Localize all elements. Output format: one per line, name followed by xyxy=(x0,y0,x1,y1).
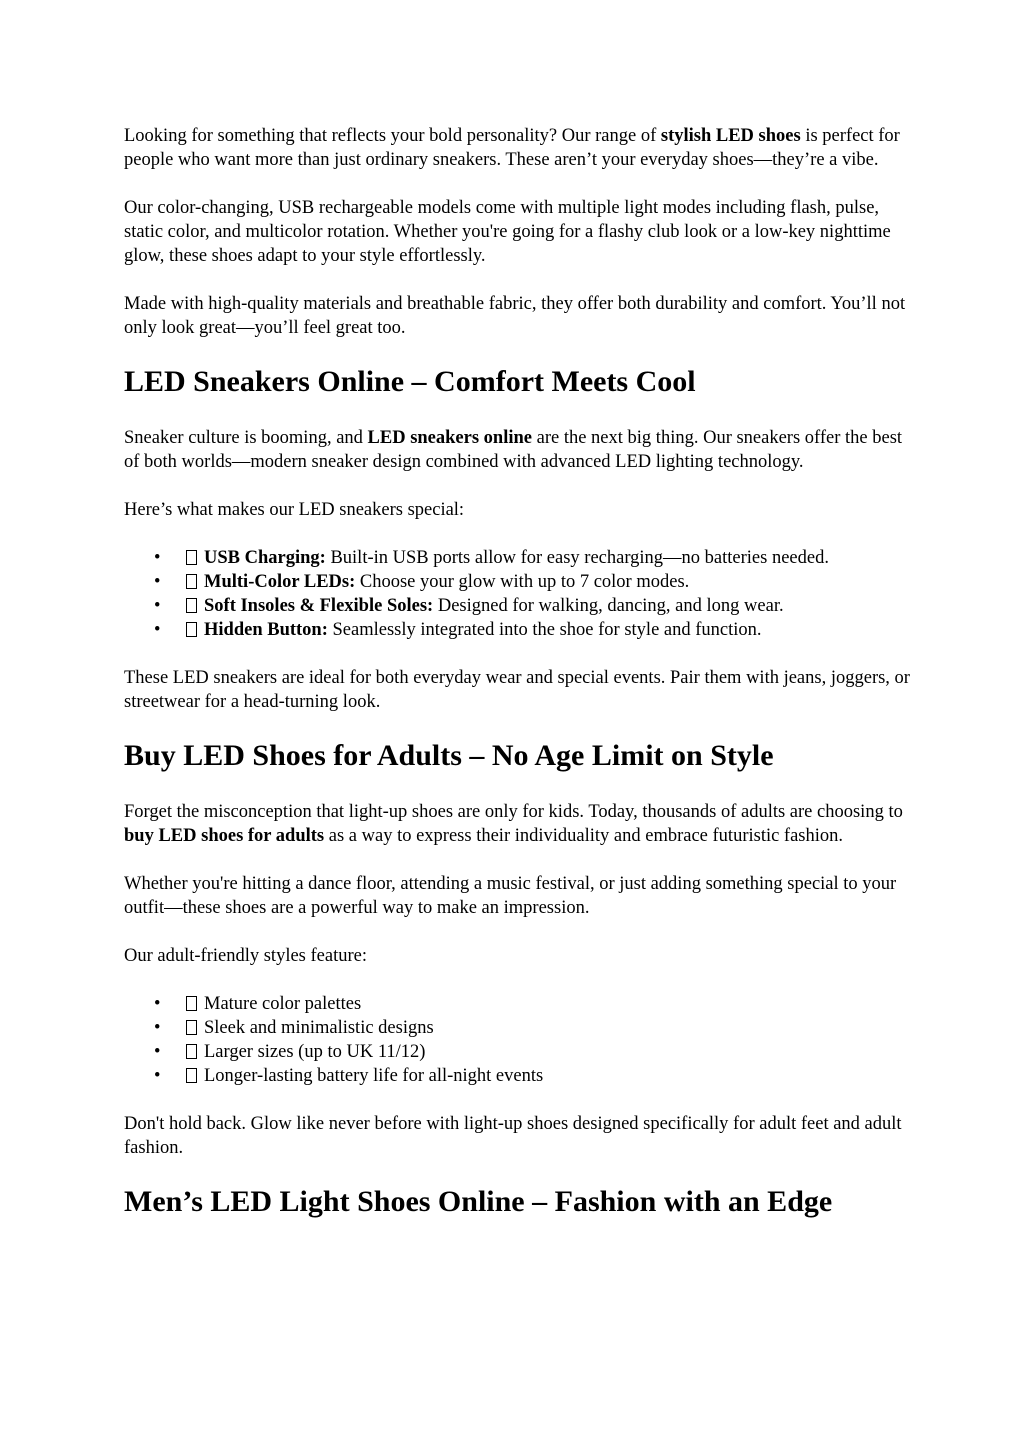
section1-p1-text-start: Sneaker culture is booming, and xyxy=(124,428,368,448)
feature-title: USB Charging: xyxy=(204,548,326,568)
missing-glyph-icon xyxy=(186,996,197,1011)
feature-text: Larger sizes (up to UK 11/12) xyxy=(204,1042,426,1062)
section2-feature-list xyxy=(124,992,914,1088)
missing-glyph-icon xyxy=(186,574,197,589)
section2-p1-text-start: Forget the misconception that light-up shoes are only for kids. Today, thousands of adults are choosing to xyxy=(124,802,903,822)
section1-paragraph-2: Here’s what makes our LED sneakers special: xyxy=(124,500,465,520)
feature-text: Longer-lasting battery life for all-night events xyxy=(204,1066,544,1086)
missing-glyph-icon xyxy=(186,550,197,565)
bullet-icon: • xyxy=(154,994,161,1014)
list-item xyxy=(124,1064,914,1088)
section2-paragraph-1 xyxy=(124,800,914,848)
bullet-icon: • xyxy=(154,1018,161,1038)
list-item xyxy=(124,1040,914,1064)
section2-p1-text-end: as a way to express their individuality and embrace futuristic fashion. xyxy=(324,826,844,846)
section2-paragraph-2: Whether you're hitting a dance floor, attending a music festival, or just adding something special to your outfit—these shoes are a powerful way to make an impression. xyxy=(124,874,897,918)
section1-paragraph-1 xyxy=(124,426,914,474)
intro-p1-bold-keyword: stylish LED shoes xyxy=(660,126,801,146)
section2-paragraph-4: Don't hold back. Glow like never before with light-up shoes designed specifically for adult feet and adult fashion. xyxy=(124,1114,902,1158)
feature-description: Seamlessly integrated into the shoe for style and function. xyxy=(327,620,762,640)
intro-p1-text-end: is perfect for people who want more than just ordinary sneakers. These aren’t your everyday shoes—they’re a vibe. xyxy=(124,126,900,170)
missing-glyph-icon xyxy=(186,598,197,613)
section3-heading: Men’s LED Light Shoes Online – Fashion with an Edge xyxy=(124,1185,833,1218)
feature-title: Hidden Button: xyxy=(204,620,328,640)
list-item xyxy=(124,594,914,618)
feature-description: Choose your glow with up to 7 color modes. xyxy=(355,572,690,592)
bullet-icon: • xyxy=(154,596,161,616)
intro-p1-text-start: Looking for something that reflects your bold personality? Our range of xyxy=(124,126,661,146)
missing-glyph-icon xyxy=(186,622,197,637)
missing-glyph-icon xyxy=(186,1020,197,1035)
section1-p1-bold-keyword: LED sneakers online xyxy=(367,428,532,448)
bullet-icon: • xyxy=(154,548,161,568)
bullet-icon: • xyxy=(154,620,161,640)
list-item xyxy=(124,570,914,594)
bullet-icon: • xyxy=(154,572,161,592)
bullet-icon: • xyxy=(154,1042,161,1062)
feature-description: Built-in USB ports allow for easy recharging—no batteries needed. xyxy=(325,548,829,568)
list-item xyxy=(124,992,914,1016)
list-item xyxy=(124,1016,914,1040)
feature-text: Sleek and minimalistic designs xyxy=(204,1018,434,1038)
missing-glyph-icon xyxy=(186,1044,197,1059)
intro-paragraph-3: Made with high-quality materials and breathable fabric, they offer both durability and comfort. You’ll not only look great—you’ll feel great too. xyxy=(124,294,906,338)
missing-glyph-icon xyxy=(186,1068,197,1083)
intro-paragraph-1 xyxy=(124,124,914,172)
feature-description: Designed for walking, dancing, and long wear. xyxy=(433,596,784,616)
bullet-icon: • xyxy=(154,1066,161,1086)
intro-paragraph-2: Our color-changing, USB rechargeable models come with multiple light modes including flash, pulse, static color, and multicolor rotation. Whether you're going for a flashy club look or a low-key nighttime glow, these shoes adapt to your style effortlessly. xyxy=(124,198,891,266)
section1-p1-text-end: are the next big thing. Our sneakers offer the best of both worlds—modern sneaker design combined with advanced LED lighting technology. xyxy=(124,428,903,472)
list-item xyxy=(124,618,914,642)
list-item xyxy=(124,546,914,570)
section2-p1-bold-keyword: buy LED shoes for adults xyxy=(124,826,325,846)
feature-title: Soft Insoles & Flexible Soles: xyxy=(204,596,434,616)
document-page xyxy=(124,124,914,1246)
section1-feature-list xyxy=(124,546,914,642)
section2-heading: Buy LED Shoes for Adults – No Age Limit on Style xyxy=(124,739,774,772)
section2-paragraph-3: Our adult-friendly styles feature: xyxy=(124,946,367,966)
feature-title: Multi-Color LEDs: xyxy=(204,572,356,592)
section1-paragraph-3: These LED sneakers are ideal for both everyday wear and special events. Pair them with jeans, joggers, or streetwear for a head-turning look. xyxy=(124,668,910,712)
feature-text: Mature color palettes xyxy=(204,994,362,1014)
section1-heading: LED Sneakers Online – Comfort Meets Cool xyxy=(124,365,696,398)
